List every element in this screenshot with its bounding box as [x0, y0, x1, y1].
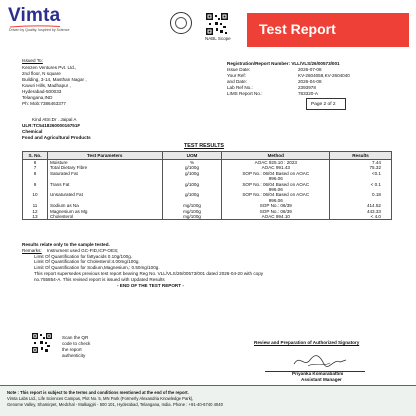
- cell-parameter: Magnesium as Mg: [47, 209, 162, 214]
- cell-sno: 13: [23, 214, 48, 220]
- signatory-caption: Review and Preparation of Authorized Signatory: [254, 340, 360, 345]
- cell-parameter: Moisture: [47, 160, 162, 166]
- and-date-value: 2026-04-08: [298, 79, 322, 84]
- footer-text: [7, 390, 223, 408]
- verify-qr-caption: [62, 335, 90, 359]
- cell-parameter: Trans Fat: [47, 182, 162, 193]
- vimta-logo: Vimta: [8, 5, 61, 26]
- cell-sno: 6: [23, 160, 48, 166]
- method-line: AOAC 925.10 : 2023: [254, 160, 297, 165]
- nabl-qr-icon[interactable]: [206, 13, 228, 35]
- cell-sno: 12: [23, 209, 48, 214]
- results-body: [23, 160, 392, 220]
- remark-line: Limit Of Quantification for fattyacids 0.10g/100g.: [34, 253, 133, 259]
- method-line: SOP No.: 06/39: [259, 203, 292, 209]
- address-line: 2nd floor, N square: [22, 71, 61, 76]
- cell-method: [222, 182, 330, 193]
- cell-uom: %: [162, 160, 222, 166]
- issued-to-label: Issued To:: [22, 58, 43, 63]
- remark-line: This report supersedes previous test report bearing Reg No. VLL/VLS/26/00573/001 dated 2026-04-20 with copy: [34, 270, 264, 276]
- remarks-label: Remarks:: [22, 247, 42, 253]
- column-header: UOM: [162, 152, 222, 160]
- cell-uom: mg/100g: [162, 214, 222, 220]
- lab-ref-label: Lab Ref No.:: [227, 85, 253, 90]
- address-line: Hyderabad-500033: [22, 89, 62, 94]
- cell-result: <0.1: [330, 171, 392, 182]
- ulr-number: ULR:TC541826000016751F: [22, 123, 81, 128]
- column-header: Results: [330, 152, 392, 160]
- cell-uom: mg/100g: [162, 203, 222, 208]
- registration-heading: Registration/Report Number: VLL/VLS/26/00573/001: [227, 61, 340, 66]
- cell-uom: g/100g: [162, 171, 222, 182]
- cell-uom: g/100g: [162, 165, 222, 170]
- page-number-box: Page 2 of 2: [306, 98, 346, 110]
- results-relate-note: Results relate only to the sample tested.: [22, 242, 110, 247]
- cell-parameter: Saturated Fat: [47, 171, 162, 182]
- cell-sno: 8: [23, 171, 48, 182]
- column-header: Method: [222, 152, 330, 160]
- method-line: AOAC 994.10: [261, 214, 290, 220]
- footer-address-line-1: Vimta Labs Ltd., Life Sciences Campus, Plot No. 5, MN Park (Formerly Alexandria Knowledge Park),: [7, 396, 194, 401]
- method-line: 996.06: [268, 187, 283, 193]
- kind-attention: Kind Attn:Dr . Jaipal A: [32, 117, 77, 122]
- verify-qr-icon[interactable]: [32, 333, 52, 353]
- cell-uom: mg/100g: [162, 209, 222, 214]
- column-header: Test Parameters: [47, 152, 162, 160]
- address-line: Kavuri Hills, Madhapur ,: [22, 83, 71, 88]
- cell-uom: g/100g: [162, 192, 222, 203]
- your-ref-label: Your Ref:: [227, 73, 246, 78]
- footer-address-line-2: Genome Valley, Shamirpet, Medchal - Malkajgiri - 500 101, Hyderabad, Telangana, India. Phone : +91-40-6740 4040: [7, 402, 223, 407]
- and-date-label: and Date:: [227, 79, 247, 84]
- table-row: [23, 192, 392, 203]
- remark-line: Limit Of Quantification for Cholesterol:4.00mg/100g.: [34, 259, 140, 265]
- table-header-row: [23, 152, 392, 160]
- category-line-1: Chemical: [22, 129, 43, 134]
- cell-result: 443.33: [330, 209, 392, 214]
- address-line: Building, 3-14, Masthan Nagar ,: [22, 77, 87, 82]
- issue-date-label: Issue Date:: [227, 67, 251, 72]
- cell-result: 414.52: [330, 203, 392, 208]
- cell-result: < 4.0: [330, 214, 392, 220]
- cell-result: 0.18: [330, 192, 392, 203]
- cell-method: [222, 214, 330, 220]
- remarks-instrument: Instrument used GC-FID,ICP-OES;: [46, 247, 119, 253]
- report-title-banner: Test Report: [247, 13, 409, 47]
- cell-parameter: Cholesterol: [47, 214, 162, 220]
- cell-sno: 7: [23, 165, 48, 170]
- cell-parameter: Sodium as Na: [47, 203, 162, 208]
- address-line: Kenzen Ventures Pvt. Ltd.,: [22, 65, 77, 70]
- method-line: AOAC 991.43: [261, 165, 290, 171]
- results-title: TEST RESULTS: [184, 143, 225, 149]
- table-row: [23, 182, 392, 193]
- cell-parameter: Total Dietary Fibre: [47, 165, 162, 170]
- cell-result: < 0.1: [330, 182, 392, 193]
- table-row: [23, 214, 392, 220]
- registration-labels: [227, 67, 263, 97]
- logo-tagline: Driven by Quality. Inspired by Science: [9, 28, 70, 32]
- method-line: 996.06: [268, 176, 283, 182]
- nabl-scope-label: NABL Scope: [205, 36, 231, 41]
- cell-parameter: Unsaturated Fat: [47, 192, 162, 203]
- category-line-2: Food and Agricultural Products: [22, 135, 91, 140]
- signatory-name: Priyanka Komarabattini: [292, 371, 344, 376]
- seal-inner-ring: [175, 17, 187, 29]
- cell-method: [222, 192, 330, 203]
- cell-sno: 11: [23, 203, 48, 208]
- footer-note: Note : This report is subject to the terms and conditions mentioned at the end of the report.: [7, 390, 189, 395]
- end-of-report: - END OF THE TEST REPORT -: [117, 282, 184, 288]
- verify-line: Scan the QR: [62, 335, 89, 340]
- your-ref-value: KV-2604058,KV-2604040: [298, 73, 350, 78]
- results-table: [22, 151, 392, 220]
- registration-values: [298, 67, 350, 97]
- method-line: SOP No.: 06/04 Based on AOAC: [242, 192, 310, 198]
- method-line: SOP No.: 06/04 Based on AOAC: [242, 181, 310, 187]
- lab-ref-value: 2393978: [298, 85, 316, 90]
- lims-value: 783320-A: [298, 91, 318, 96]
- cell-sno: 9: [23, 182, 48, 193]
- cell-result: 7.44: [330, 160, 392, 166]
- remark-line: no.755854-A. This revised report is issued with Updated Results: [34, 276, 165, 282]
- method-line: SOP No.: 06/04 Based on AOAC: [242, 170, 310, 176]
- address-line: Ph: Mob:7386463377: [22, 101, 66, 106]
- signature-scribble: [290, 352, 350, 370]
- cell-uom: g/100g: [162, 182, 222, 193]
- issued-to-address: [22, 65, 87, 107]
- verify-line: the report: [62, 347, 82, 352]
- notes-section: [22, 242, 263, 288]
- method-line: SOP No.: 06/39: [259, 208, 292, 214]
- remark-line: Limit Of Quantification for Sodium,Magnesium,: 0.50mg/100g.: [34, 265, 160, 271]
- column-header: S. No.: [23, 152, 48, 160]
- issue-date-value: 2026-07-08: [298, 67, 322, 72]
- cell-sno: 10: [23, 192, 48, 203]
- cell-method: [222, 171, 330, 182]
- verify-line: code to check: [62, 341, 91, 346]
- address-line: Telangana,IND: [22, 95, 53, 100]
- table-row: [23, 171, 392, 182]
- lims-label: LIMS Report No.:: [227, 91, 263, 96]
- signatory-title: Assistant Manager: [301, 377, 342, 382]
- cell-result: 75.32: [330, 165, 392, 170]
- method-line: 996.06: [268, 197, 283, 203]
- verify-line: authenticity: [62, 353, 86, 358]
